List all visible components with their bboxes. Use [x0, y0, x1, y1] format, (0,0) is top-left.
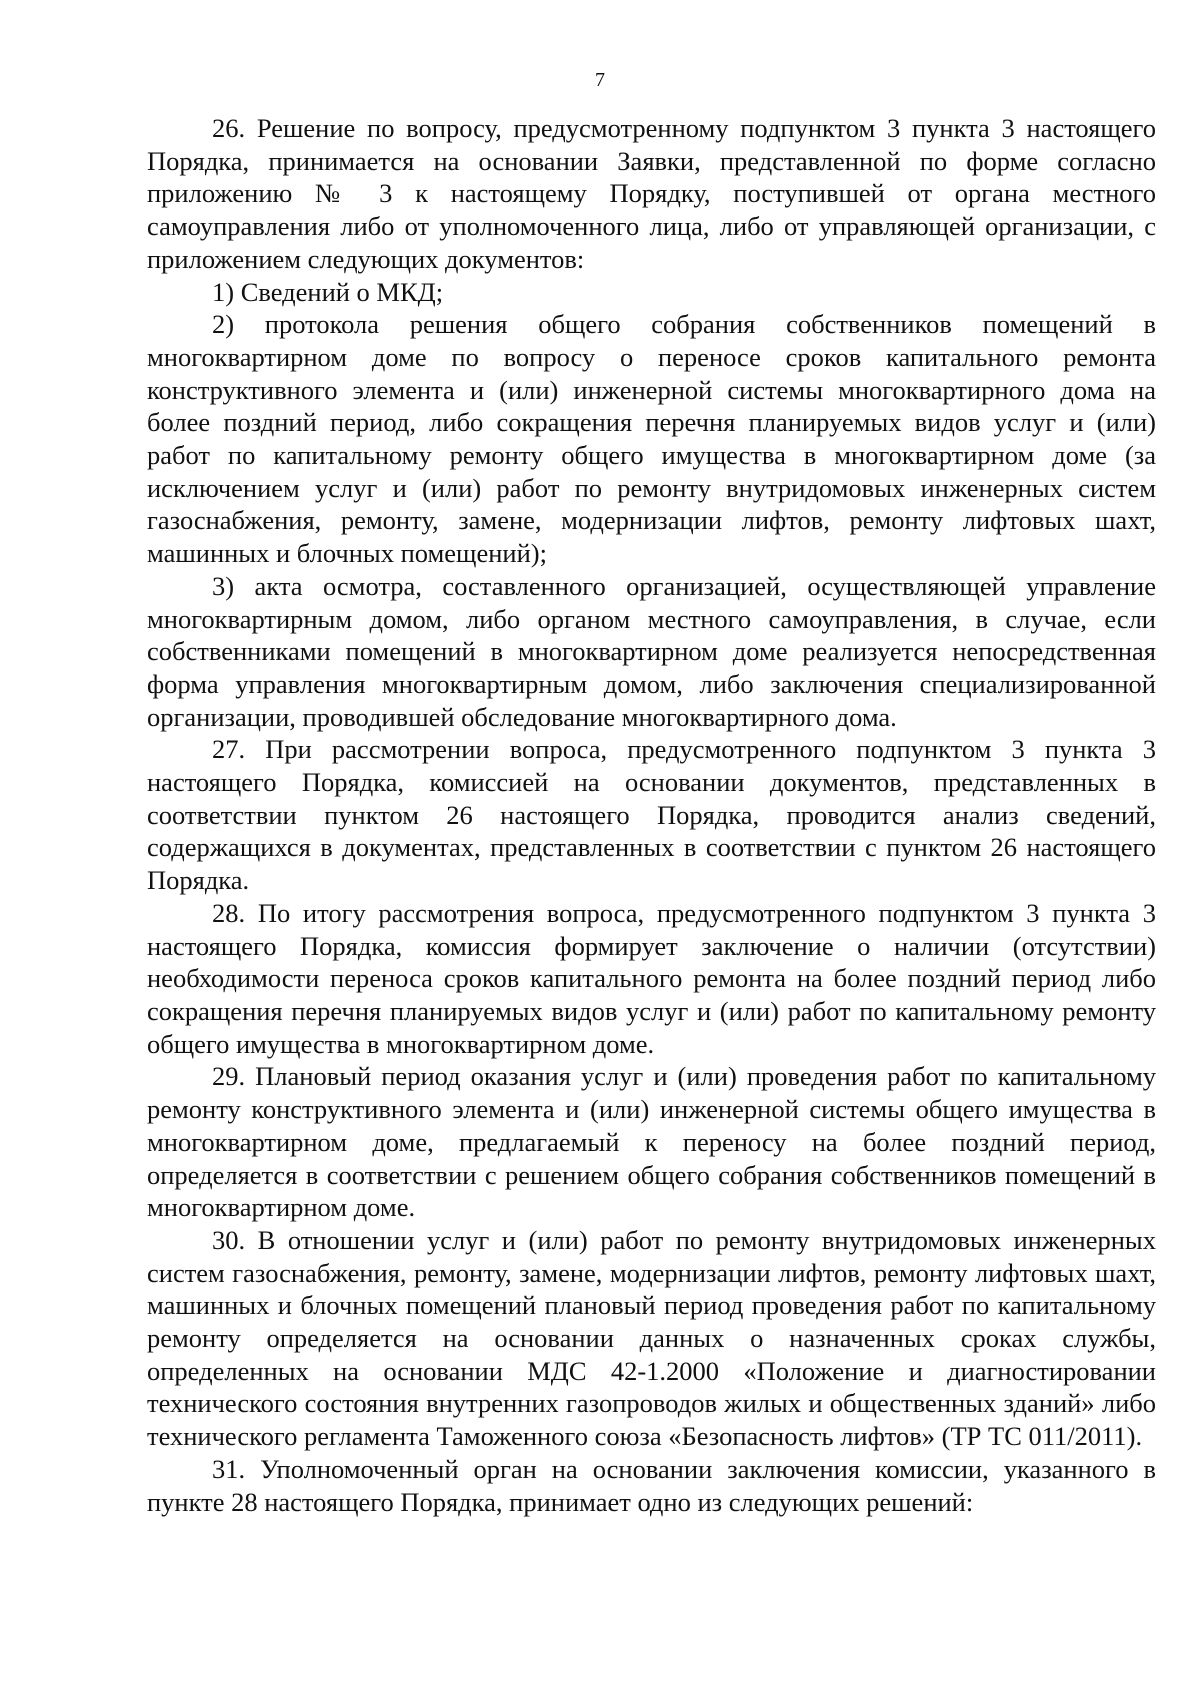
paragraph-29: 29. Плановый период оказания услуг и (или) проведения работ по капитальному ремонту конструктивного элемента и (или) инженерной системы общего имущества в многоквартирном доме, предлагаемый к переносу на более поздний период, определяется в соответствии с решением общего собрания собственников помещений в многоквартирном доме.	[147, 1061, 1156, 1223]
paragraph-26-item-3: 3) акта осмотра, составленного организацией, осуществляющей управление многоквартирным домом, либо органом местного самоуправления, в случае, если собственниками помещений в многоквартирном доме реализуется непосредственная форма управления многоквартирным домом, либо заключения специализированной организации, проводившей обследование многоквартирного дома.	[147, 570, 1156, 732]
page-number: 7	[595, 69, 605, 91]
paragraph-26-item-2: 2) протокола решения общего собрания собственников помещений в многоквартирном доме по вопросу о переносе сроков капитального ремонта конструктивного элемента и (или) инженерной системы многоквартирного дома на более поздний период, либо сокращения перечня планируемых видов услуг и (или) работ по капитальному ремонту общего имущества в многоквартирном доме (за исключением услуг и (или) работ по ремонту внутридомовых инженерных систем газоснабжения, ремонту, замене, модернизации лифтов, ремонту лифтовых шахт, машинных и блочных помещений);	[147, 309, 1156, 569]
paragraph-27: 27. При рассмотрении вопроса, предусмотренного подпунктом 3 пункта 3 настоящего Порядка, комиссией на основании документов, представленных в соответствии пунктом 26 настоящего Порядка, проводится анализ сведений, содержащихся в документах, представленных в соответствии с пунктом 26 настоящего Порядка.	[147, 734, 1156, 896]
paragraph-30: 30. В отношении услуг и (или) работ по ремонту внутридомовых инженерных систем газоснабжения, ремонту, замене, модернизации лифтов, ремонту лифтовых шахт, машинных и блочных помещений плановый период проведения работ по капитальному ремонту определяется на основании данных о назначенных сроках службы, определенных на основании МДС 42-1.2000 «Положение и диагностировании технического состояния внутренних газопроводов жилых и общественных зданий» либо технического регламента Таможенного союза «Безопасность лифтов» (ТР ТС 011/2011).	[147, 1224, 1156, 1452]
paragraph-26-item-1: 1) Сведений о МКД;	[212, 276, 444, 307]
paragraph-28: 28. По итогу рассмотрения вопроса, предусмотренного подпунктом 3 пункта 3 настоящего Порядка, комиссия формирует заключение о наличии (отсутствии) необходимости переноса сроков капитального ремонта на более поздний период либо сокращения перечня планируемых видов услуг и (или) работ по капитальному ремонту общего имущества в многоквартирном доме.	[147, 897, 1156, 1059]
document-body	[147, 112, 1156, 1518]
paragraph-26: 26. Решение по вопросу, предусмотренному подпунктом 3 пункта 3 настоящего Порядка, принимается на основании Заявки, представленной по форме согласно приложению № 3 к настоящему Порядку, поступившей от органа местного самоуправления либо от уполномоченного лица, либо от управляющей организации, с приложением следующих документов:	[147, 113, 1156, 274]
paragraph-31: 31. Уполномоченный орган на основании заключения комиссии, указанного в пункте 28 настоящего Порядка, принимает одно из следующих решений:	[147, 1453, 1156, 1517]
